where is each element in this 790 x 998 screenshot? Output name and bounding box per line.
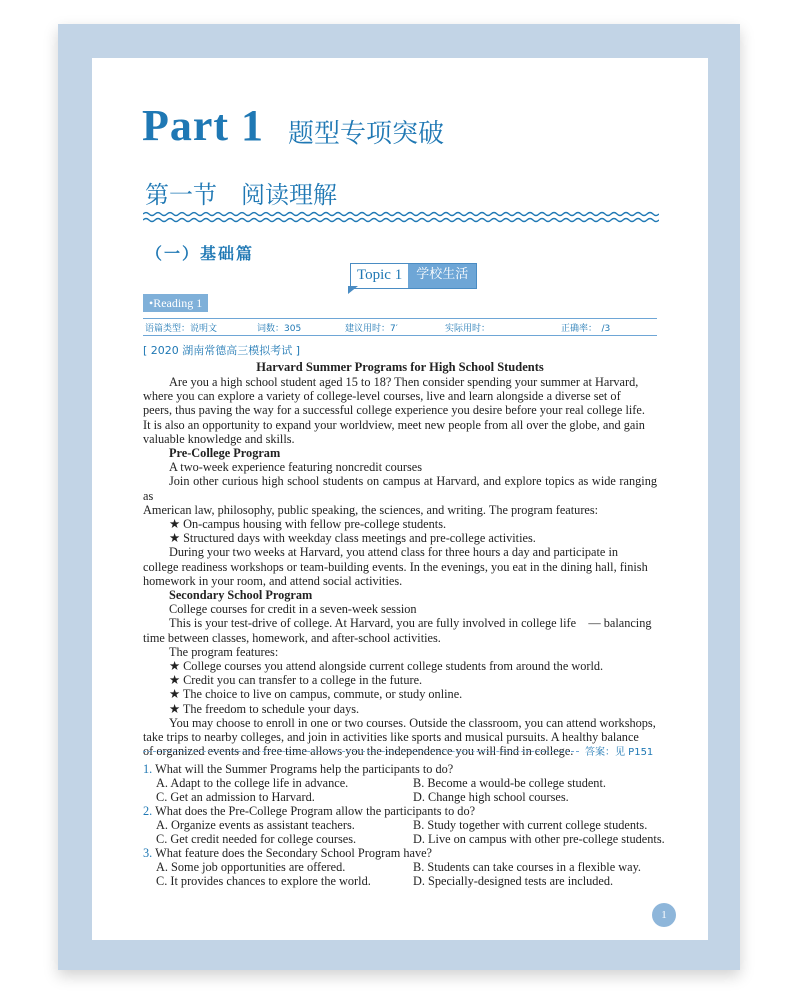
section-title: 第一节 阅读理解 bbox=[145, 181, 337, 209]
info-actual-time: 实际用时： bbox=[445, 323, 491, 334]
info-words: 词数：305 bbox=[257, 323, 302, 334]
option-a: A. Organize events as assistant teachers. bbox=[156, 818, 355, 832]
bullet-item: ★ College courses you attend alongside current college students from around the world. bbox=[169, 659, 604, 674]
option-a: A. Adapt to the college life in advance. bbox=[156, 776, 349, 790]
text-line: where you can explore a variety of college-level courses, live and learn alongside a diverse set of bbox=[143, 389, 621, 404]
question-text: What feature does the Secondary School Program have? bbox=[155, 846, 433, 860]
bullet-item: ★ Structured days with weekday class meetings and pre-college activities. bbox=[169, 531, 536, 546]
paragraph bbox=[143, 375, 657, 389]
question-3 bbox=[143, 846, 663, 888]
topic-banner bbox=[350, 263, 477, 289]
text-line: peers, thus paving the way for a successful college experience you desire before your real college life. bbox=[143, 403, 645, 418]
section-subtitle: College courses for credit in a seven-week session bbox=[169, 602, 417, 617]
bullet-item: ★ The choice to live on campus, commute, or study online. bbox=[169, 687, 463, 702]
topic-banner-tail bbox=[348, 286, 358, 294]
text-line: time between classes, homework, and after-school activities. bbox=[143, 630, 441, 645]
info-genre: 语篇类型：说明文 bbox=[145, 323, 218, 334]
bullet-item: ★ Credit you can transfer to a college in the future. bbox=[169, 673, 423, 688]
question-text: What does the Pre-College Program allow the participants to do? bbox=[155, 804, 476, 818]
text-line: valuable knowledge and skills. bbox=[143, 431, 295, 446]
text-line: You may choose to enroll in one or two courses. Outside the classroom, you can attend workshops, bbox=[169, 715, 656, 730]
question-number: 3. bbox=[143, 846, 153, 860]
question-2 bbox=[143, 804, 663, 846]
text-line: Join other curious high school students on campus at Harvard, and explore topics as wide ranging as bbox=[143, 474, 657, 503]
text-line: It is also an opportunity to expand your worldview, meet new people from all over the globe, and gain bbox=[143, 417, 645, 432]
option-c: C. Get credit needed for college courses. bbox=[156, 832, 357, 846]
question-1 bbox=[143, 762, 663, 804]
answer-divider bbox=[143, 751, 579, 752]
article-body bbox=[143, 375, 657, 758]
topic-name: 学校生活 bbox=[408, 264, 476, 288]
question-number: 2. bbox=[143, 804, 153, 818]
section-subtitle: A two-week experience featuring noncredit courses bbox=[169, 460, 423, 475]
option-c: C. Get an admission to Harvard. bbox=[156, 790, 315, 804]
text-line: Are you a high school student aged 15 to 18? Then consider spending your summer at Harvard, bbox=[169, 375, 639, 389]
topic-label: Topic 1 bbox=[351, 264, 408, 288]
subsection-title: （一）基础篇 bbox=[146, 244, 255, 263]
exam-source: [ 2020 湖南常德高三模拟考试 ] bbox=[143, 344, 301, 357]
option-c: C. It provides chances to explore the world. bbox=[156, 874, 371, 888]
option-b: B. Study together with current college students. bbox=[413, 818, 648, 832]
text-line: of organized events and free time allows you the independence you will find in college. bbox=[143, 744, 574, 759]
wave-divider bbox=[143, 210, 659, 224]
reading-info-bar bbox=[143, 318, 657, 336]
question-number: 1. bbox=[143, 762, 153, 776]
section-heading: Secondary School Program bbox=[169, 588, 313, 603]
page-number: 1 bbox=[652, 903, 676, 927]
text-line: The program features: bbox=[169, 644, 279, 659]
part-title: 题型专项突破 bbox=[288, 119, 445, 149]
text-line: college readiness workshops or team-building events. In the evenings, you eat in the dining hall, finish bbox=[143, 559, 648, 574]
reading-tag: •Reading 1 bbox=[143, 294, 208, 312]
article-title: Harvard Summer Programs for High School Students bbox=[256, 360, 544, 374]
option-d: D. Live on campus with other pre-college students. bbox=[413, 832, 665, 846]
text-line: American law, philosophy, public speaking, the sciences, and writing. The program features: bbox=[143, 502, 599, 517]
info-suggested-time: 建议用时：7′ bbox=[345, 323, 398, 334]
option-d: D. Specially-designed tests are included. bbox=[413, 874, 614, 888]
text-line: take trips to nearby colleges, and join in activities like sports and musical pursuits. A healthy balance bbox=[143, 730, 639, 745]
section-heading: Pre-College Program bbox=[169, 446, 281, 461]
option-d: D. Change high school courses. bbox=[413, 790, 569, 804]
text-line: homework in your room, and attend social activities. bbox=[143, 573, 403, 588]
bullet-item: ★ The freedom to schedule your days. bbox=[169, 701, 360, 716]
part-label: Part 1 bbox=[142, 101, 265, 150]
option-a: A. Some job opportunities are offered. bbox=[156, 860, 346, 874]
question-text: What will the Summer Programs help the participants to do? bbox=[155, 762, 454, 776]
bullet-item: ★ On-campus housing with fellow pre-college students. bbox=[169, 517, 447, 532]
answer-reference: 答案：见 P151 bbox=[585, 747, 654, 758]
option-b: B. Become a would-be college student. bbox=[413, 776, 606, 790]
option-b: B. Students can take courses in a flexible way. bbox=[413, 860, 641, 874]
text-line: This is your test-drive of college. At Harvard, you are fully involved in college life — balancing bbox=[169, 616, 652, 631]
info-accuracy: 正确率： /3 bbox=[561, 323, 611, 334]
text-line: During your two weeks at Harvard, you attend class for three hours a day and participate in bbox=[169, 545, 619, 560]
